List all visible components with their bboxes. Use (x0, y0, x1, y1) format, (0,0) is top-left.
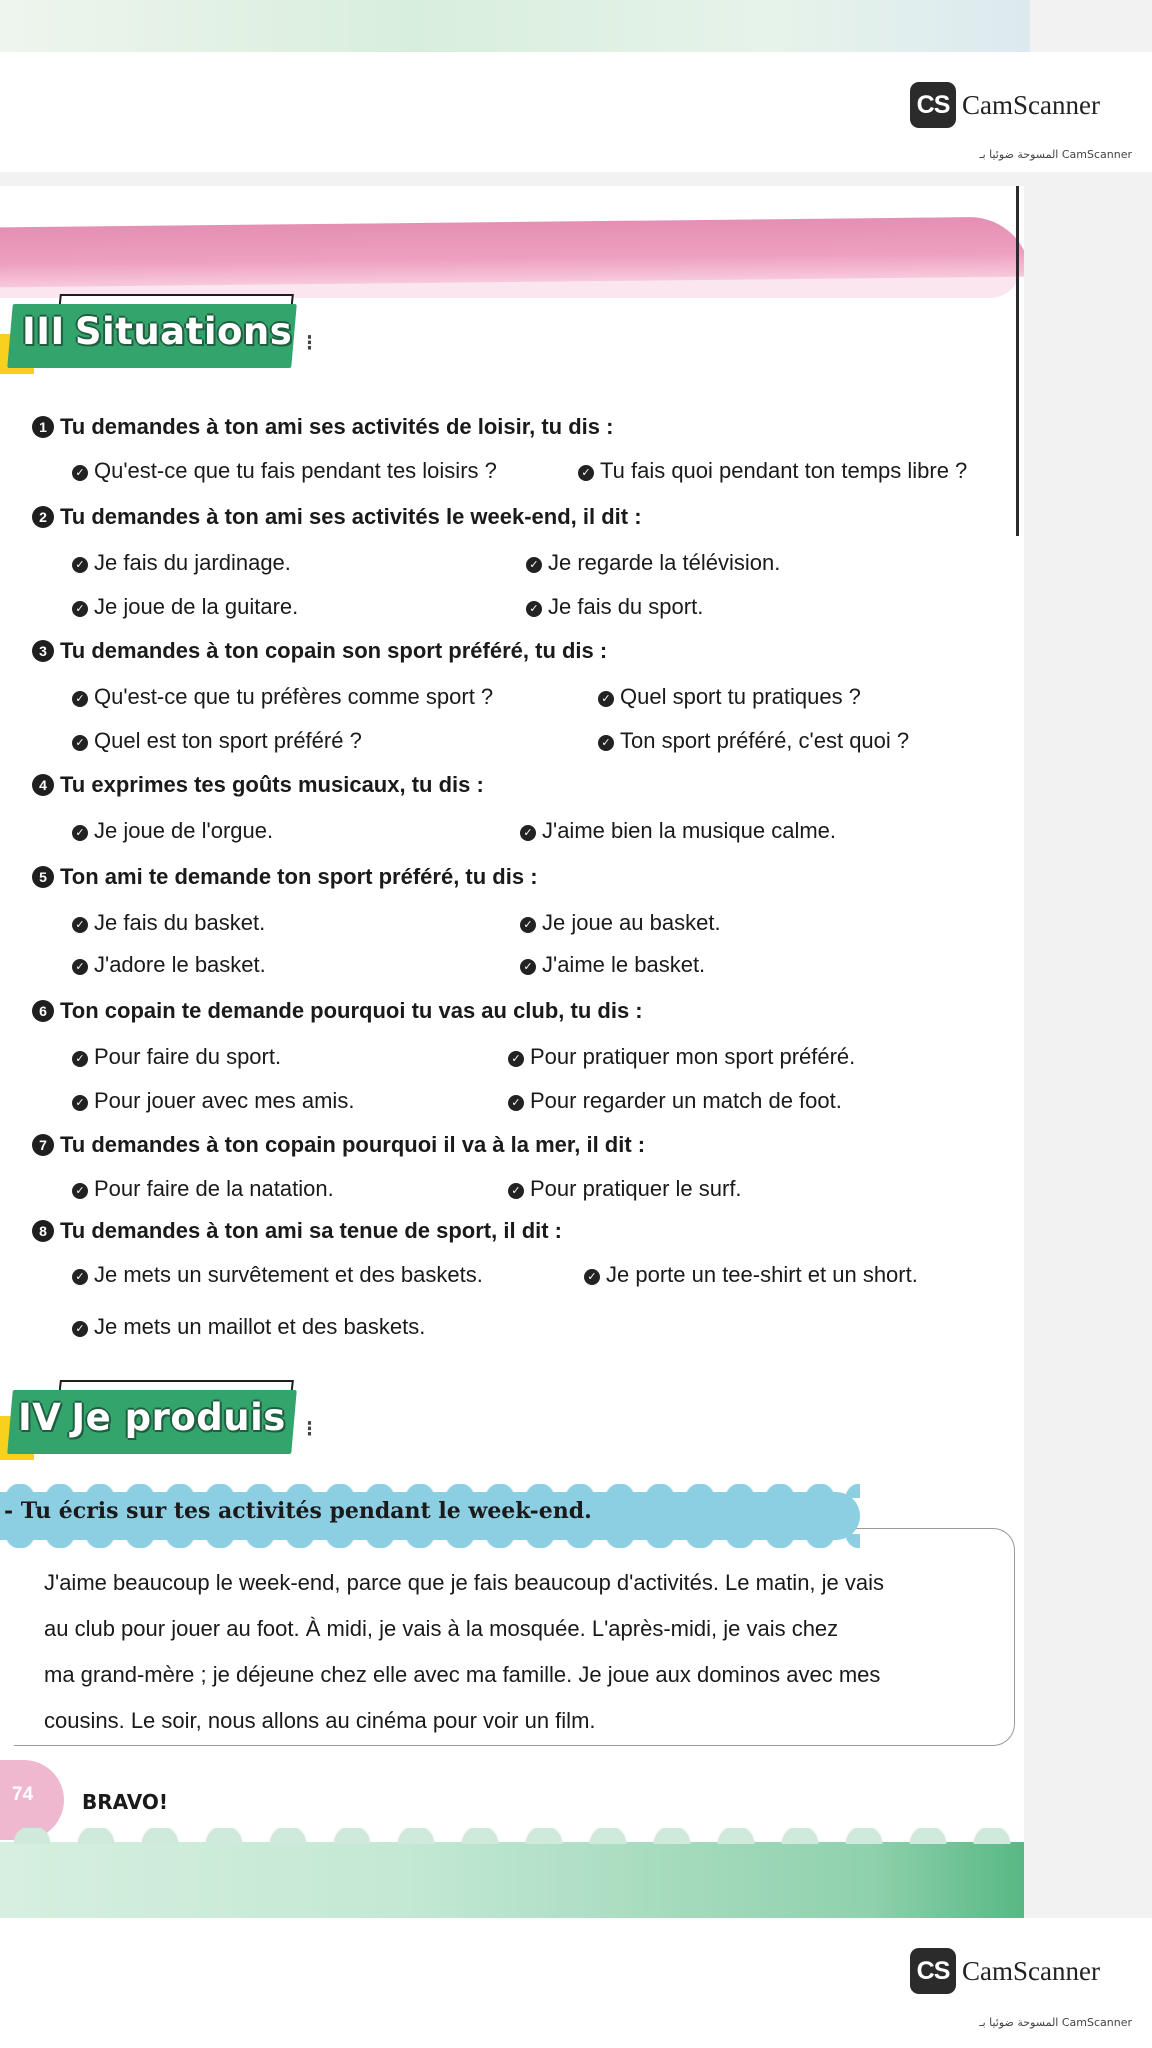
paragraph-line: cousins. Le soir, nous allons au cinéma pour voir un film. (44, 1708, 596, 1733)
answer-option: ✓ Pour pratiquer mon sport préféré. (508, 1044, 855, 1070)
scanner-footer (0, 1918, 1152, 2048)
green-footer-wave (0, 1842, 1024, 1918)
check-icon: ✓ (72, 1095, 88, 1111)
scan-top-strip (0, 0, 1030, 52)
check-icon: ✓ (72, 825, 88, 841)
answer-option: ✓ Je fais du basket. (72, 910, 265, 936)
check-icon: ✓ (508, 1183, 524, 1199)
check-icon: ✓ (72, 1321, 88, 1337)
answer-option: ✓ Je regarde la télévision. (526, 550, 780, 576)
check-icon: ✓ (72, 1269, 88, 1285)
question-2: 2 Tu demandes à ton ami ses activités le week-end, il dit : (32, 504, 642, 530)
answer-option: ✓ Pour faire du sport. (72, 1044, 281, 1070)
bravo-label: BRAVO! (82, 1790, 169, 1814)
question-number: 2 (32, 506, 54, 528)
question-3: 3 Tu demandes à ton copain son sport préféré, tu dis : (32, 638, 607, 664)
camscanner-name: CamScanner (962, 89, 1100, 120)
camscanner-name: CamScanner (962, 1955, 1100, 1986)
answer-option: ✓ J'aime bien la musique calme. (520, 818, 836, 844)
question-4: 4 Tu exprimes tes goûts musicaux, tu dis : (32, 772, 484, 798)
check-icon: ✓ (598, 691, 614, 707)
check-icon: ✓ (584, 1269, 600, 1285)
check-icon: ✓ (72, 959, 88, 975)
answer-option: ✓ Je porte un tee-shirt et un short. (584, 1262, 918, 1288)
question-5: 5 Ton ami te demande ton sport préféré, tu dis : (32, 864, 538, 890)
answer-option: ✓ Pour jouer avec mes amis. (72, 1088, 354, 1114)
check-icon: ✓ (578, 465, 594, 481)
question-6: 6 Ton copain te demande pourquoi tu vas au club, tu dis : (32, 998, 643, 1024)
question-number: 5 (32, 866, 54, 888)
answer-option: ✓ Je joue de l'orgue. (72, 818, 273, 844)
camscanner-brand-bottom (910, 1948, 1100, 1994)
answer-option: ✓ Ton sport préféré, c'est quoi ? (598, 728, 909, 754)
answer-option: ✓ Pour faire de la natation. (72, 1176, 334, 1202)
answer-option: ✓ Pour pratiquer le surf. (508, 1176, 742, 1202)
check-icon: ✓ (508, 1095, 524, 1111)
check-icon: ✓ (598, 735, 614, 751)
question-1: 1 Tu demandes à ton ami ses activités de loisir, tu dis : (32, 414, 613, 440)
question-number: 3 (32, 640, 54, 662)
camscanner-brand-top (910, 82, 1100, 128)
answer-option: ✓ Je joue au basket. (520, 910, 721, 936)
section-number: IV (18, 1396, 62, 1439)
section-number: III (22, 310, 65, 353)
check-icon: ✓ (520, 959, 536, 975)
answer-option: ✓ J'adore le basket. (72, 952, 266, 978)
check-icon: ✓ (72, 1183, 88, 1199)
check-icon: ✓ (72, 691, 88, 707)
check-icon: ✓ (72, 465, 88, 481)
check-icon: ✓ (72, 557, 88, 573)
camscanner-logo-icon: CS (910, 1948, 956, 1994)
writing-prompt: - Tu écris sur tes activités pendant le week-end. (4, 1498, 592, 1524)
page-number: 74 (12, 1784, 34, 1805)
check-icon: ✓ (520, 825, 536, 841)
check-icon: ✓ (72, 917, 88, 933)
question-number: 6 (32, 1000, 54, 1022)
section-title: Je produis (71, 1396, 286, 1439)
answer-option: ✓ Je fais du jardinage. (72, 550, 291, 576)
question-number: 8 (32, 1220, 54, 1242)
question-7: 7 Tu demandes à ton copain pourquoi il va à la mer, il dit : (32, 1132, 645, 1158)
pink-header-band (0, 217, 1024, 288)
answer-option: ✓ Pour regarder un match de foot. (508, 1088, 842, 1114)
answer-option: ✓ Je mets un maillot et des baskets. (72, 1314, 425, 1340)
paragraph-line: ma grand-mère ; je déjeune chez elle avec ma famille. Je joue aux dominos avec mes (44, 1662, 881, 1687)
answer-option: ✓ Qu'est-ce que tu préfères comme sport ? (72, 684, 493, 710)
answer-option: ✓ Quel sport tu pratiques ? (598, 684, 861, 710)
answer-option: ✓ Je mets un survêtement et des baskets. (72, 1262, 483, 1288)
paragraph-line: J'aime beaucoup le week-end, parce que je fais beaucoup d'activités. Le matin, je vais (44, 1570, 885, 1595)
camscanner-logo-icon: CS (910, 82, 956, 128)
book-page: III Situations ⁝ 1 Tu demandes à ton ami ses activités de loisir, tu dis : ✓ Qu'est-ce que tu fais pendant tes loisirs ? ✓ Tu fais quoi pendant ton temps libre ? 2 Tu demandes à ton ami ses activités le week-end, il dit : ✓ Je fais du jardinage. ✓ Je regarde la télévision. ✓ Je joue de la guitare. ✓ Je fais du sport. 3 Tu demandes à ton copain son sport préféré, tu dis : ✓ Qu'est-ce que tu préfères comme sport ? ✓ Quel sport tu pratiques ? ✓ Quel est ton sport préféré ? ✓ Ton sport préféré, c'est quoi ? 4 Tu exprimes tes goûts musicaux, tu dis : ✓ Je joue de l'orgue. ✓ J'aime bien la musique calme. 5 Ton ami te demande ton sport préféré, tu dis : ✓ Je fais du basket. ✓ Je joue au basket. ✓ J'adore le basket. ✓ J'aime le basket. 6 Ton copain te demande pourquoi tu vas au club, tu dis : ✓ Pour faire du sport. ✓ Pour pratiquer mon sport préféré. ✓ Pour jouer avec mes amis. ✓ Pour regarder un match de foot. 7 Tu demandes à ton copain pourquoi il va à la mer, il dit : ✓ Pour faire de la natation. ✓ Pour pratiquer le surf. 8 Tu demandes à ton ami sa tenue de sport, il dit : ✓ Je mets un survêtement et des baskets. ✓ Je porte un tee-shirt et un short. ✓ Je mets un maillot et des baskets. IV Je produis ⁝ - Tu écris sur tes activités pendant le week-end. J'aime beaucoup le week-end, parce que je fais beaucoup d'activités. Le matin, je vais au club pour jouer au foot. À midi, je vais à la mosquée. L'après-midi, je vais chez ma grand-mère ; je déjeune chez elle avec ma famille. Je joue aux dominos avec mes cousins. Le soir, nous allons au cinéma pour voir un film. 74 BRAVO! (0, 186, 1024, 1918)
check-icon: ✓ (72, 735, 88, 751)
check-icon: ✓ (508, 1051, 524, 1067)
question-number: 7 (32, 1134, 54, 1156)
scanner-header (0, 52, 1152, 172)
answer-option: ✓ Quel est ton sport préféré ? (72, 728, 362, 754)
camscanner-subtitle: المسوحة ضوئيا بـ CamScanner (979, 2016, 1132, 2029)
question-8: 8 Tu demandes à ton ami sa tenue de sport, il dit : (32, 1218, 562, 1244)
question-number: 4 (32, 774, 54, 796)
answer-option: ✓ Je fais du sport. (526, 594, 703, 620)
check-icon: ✓ (72, 601, 88, 617)
check-icon: ✓ (72, 1051, 88, 1067)
paragraph-line: au club pour jouer au foot. À midi, je vais à la mosquée. L'après-midi, je vais chez (44, 1616, 839, 1641)
answer-option: ✓ Qu'est-ce que tu fais pendant tes loisirs ? (72, 458, 497, 484)
camscanner-subtitle: المسوحة ضوئيا بـ CamScanner (979, 148, 1132, 161)
question-number: 1 (32, 416, 54, 438)
answer-option: ✓ Je joue de la guitare. (72, 594, 298, 620)
page-edge (1016, 186, 1019, 536)
check-icon: ✓ (526, 557, 542, 573)
answer-option: ✓ J'aime le basket. (520, 952, 705, 978)
check-icon: ✓ (526, 601, 542, 617)
check-icon: ✓ (520, 917, 536, 933)
answer-option: ✓ Tu fais quoi pendant ton temps libre ? (578, 458, 967, 484)
section-title: Situations (74, 310, 293, 353)
